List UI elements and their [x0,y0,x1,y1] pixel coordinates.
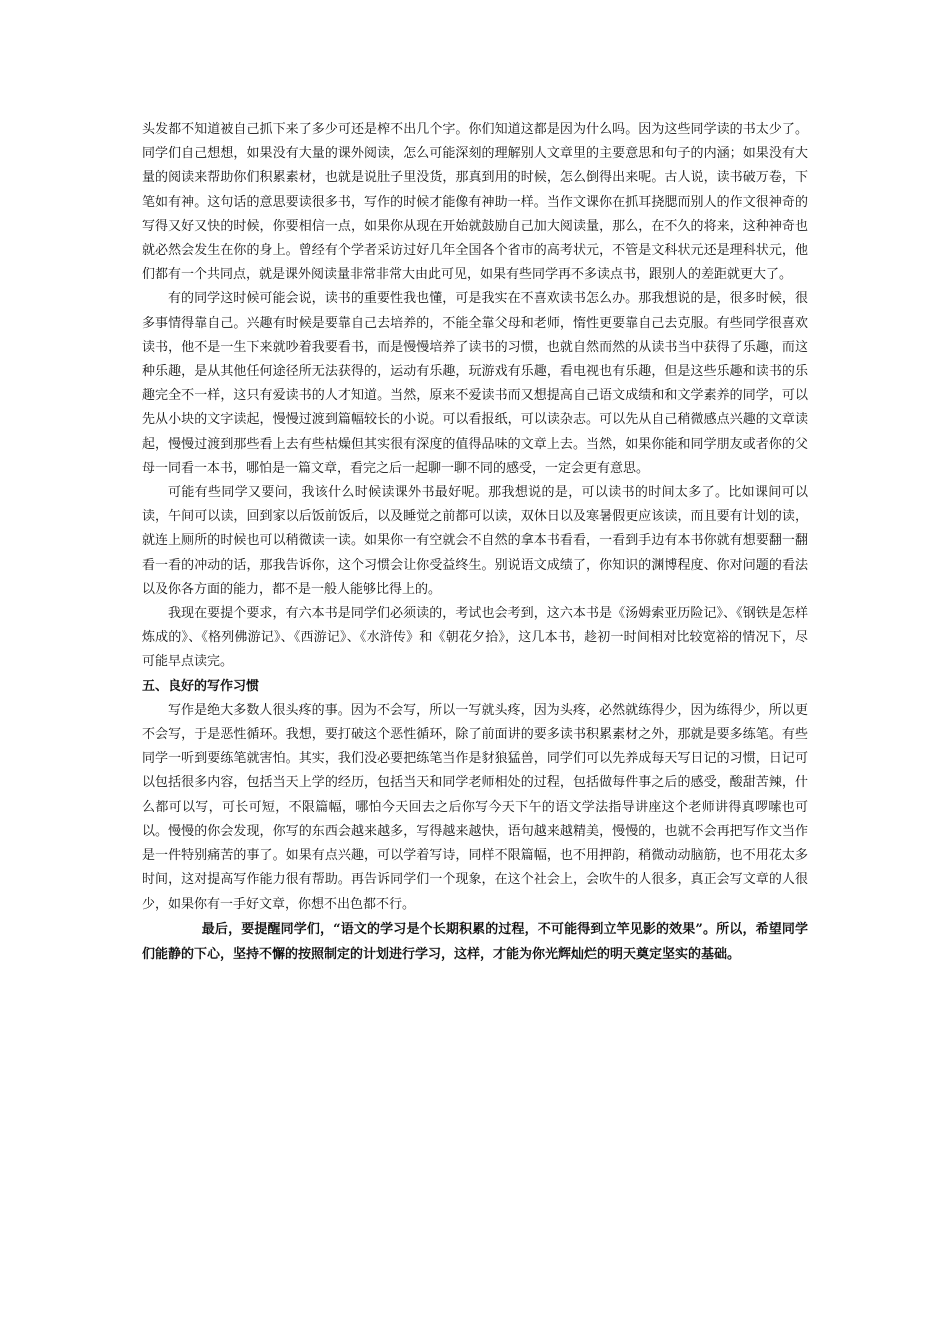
paragraph-required-books: 我现在要提个要求，有六本书是同学们必须读的，考试也会考到，这六本书是《汤姆索亚历险记》、《钢铁是怎样炼成的》、《格列佛游记》、《西游记》、《水浒传》和《朝花夕拾》，这几本书，趁初一时间相对比较宽裕的情况下，尽可能早点读完。 [142,606,808,670]
section-heading-writing-habits: 五、良好的写作习惯 [142,678,260,694]
closing-paragraph: 最后，要提醒同学们，“语文的学习是个长期积累的过程，不可能得到立竿见影的效果”。所以，希望同学们能静的下心，坚持不懈的按照制定的计划进行学习，这样，才能为你光辉灿烂的明天奠定坚实的基础。 [142,921,808,962]
paragraph-reading-time: 可能有些同学又要问，我该什么时候读课外书最好呢。那我想说的是，可以读书的时间太多了。比如课间可以读，午间可以读，回到家以后饭前饭后，以及睡觉之前都可以读，双休日以及寒暑假更应该读，而且要有计划的读，就连上厕所的时候也可以稍微读一读。如果你一有空就会不自然的拿本书看看，一看到手边有本书你就有想要翻一翻看一看的冲动的话，那我告诉你，这个习惯会让你受益终生。别说语文成绩了，你知识的渊博程度、你对问题的看法以及你各方面的能力，都不是一般人能够比得上的。 [142,485,808,597]
document-page [142,118,808,967]
paragraph-reading-volume: 头发都不知道被自己抓下来了多少可还是榨不出几个字。你们知道这都是因为什么吗。因为这些同学读的书太少了。同学们自己想想，如果没有大量的课外阅读，怎么可能深刻的理解别人文章里的主要意思和句子的内涵；如果没有大量的阅读来帮助你们积累素材，也就是说肚子里没货，那真到用的时候，怎么倒得出来呢。古人说，读书破万卷，下笔如有神。这句话的意思要读很多书，写作的时候才能像有神助一样。当作文课你在抓耳挠腮而别人的作文很神奇的写得又好又快的时候，你要相信一点，如果你从现在开始就鼓励自己加大阅读量，那么，在不久的将来，这种神奇也就必然会发生在你的身上。曾经有个学者采访过好几年全国各个省市的高考状元，不管是文科状元还是理科状元，他们都有一个共同点，就是课外阅读量非常非常大由此可见，如果有些同学再不多读点书，跟别人的差距就更大了。 [142,122,808,283]
paragraph-reading-interest: 有的同学这时候可能会说，读书的重要性我也懂，可是我实在不喜欢读书怎么办。那我想说的是，很多时候，很多事情得靠自己。兴趣有时候是要靠自己去培养的，不能全靠父母和老师，惰性更要靠自己去克服。有些同学很喜欢读书，他不是一生下来就吵着我要看书，而是慢慢培养了读书的习惯，也就自然而然的从读书当中获得了乐趣，而这种乐趣，是从其他任何途径所无法获得的，运动有乐趣，玩游戏有乐趣，看电视也有乐趣，但是这些乐趣和读书的乐趣完全不一样，这只有爱读书的人才知道。当然，原来不爱读书而又想提高自己语文成绩和和文学素养的同学，可以先从小块的文字读起，慢慢过渡到篇幅较长的小说。可以看报纸，可以读杂志。可以先从自己稍微感点兴趣的文章读起，慢慢过渡到那些看上去有些枯燥但其实很有深度的值得品味的文章上去。当然，如果你能和同学朋友或者你的父母一同看一本书，哪怕是一篇文章，看完之后一起聊一聊不同的感受，一定会更有意思。 [142,291,808,476]
paragraph-writing-practice: 写作是绝大多数人很头疼的事。因为不会写，所以一写就头疼，因为头疼，必然就练得少，因为练得少，所以更不会写，于是恶性循环。我想，要打破这个恶性循环，除了前面讲的要多读书积累素材之外，那就是要多练笔。有些同学一听到要练笔就害怕。其实，我们没必要把练笔当作是豺狼猛兽，同学们可以先养成每天写日记的习惯，日记可以包括很多内容，包括当天上学的经历，包括当天和同学老师相处的过程，包括做每件事之后的感受，酸甜苦辣，什么都可以写，可长可短，不限篇幅，哪怕今天回去之后你写今天下午的语文学法指导讲座这个老师讲得真啰嗦也可以。慢慢的你会发现，你写的东西会越来越多，写得越来越快，语句越来越精美，慢慢的，也就不会再把写作文当作是一件特别痛苦的事了。如果有点兴趣，可以学着写诗，同样不限篇幅，也不用押韵，稍微动动脑筋，也不用花太多时间，这对提高写作能力很有帮助。再告诉同学们一个现象，在这个社会上，会吹牛的人很多，真正会写文章的人很少，如果你有一手好文章，你想不出色都不行。 [142,702,808,912]
